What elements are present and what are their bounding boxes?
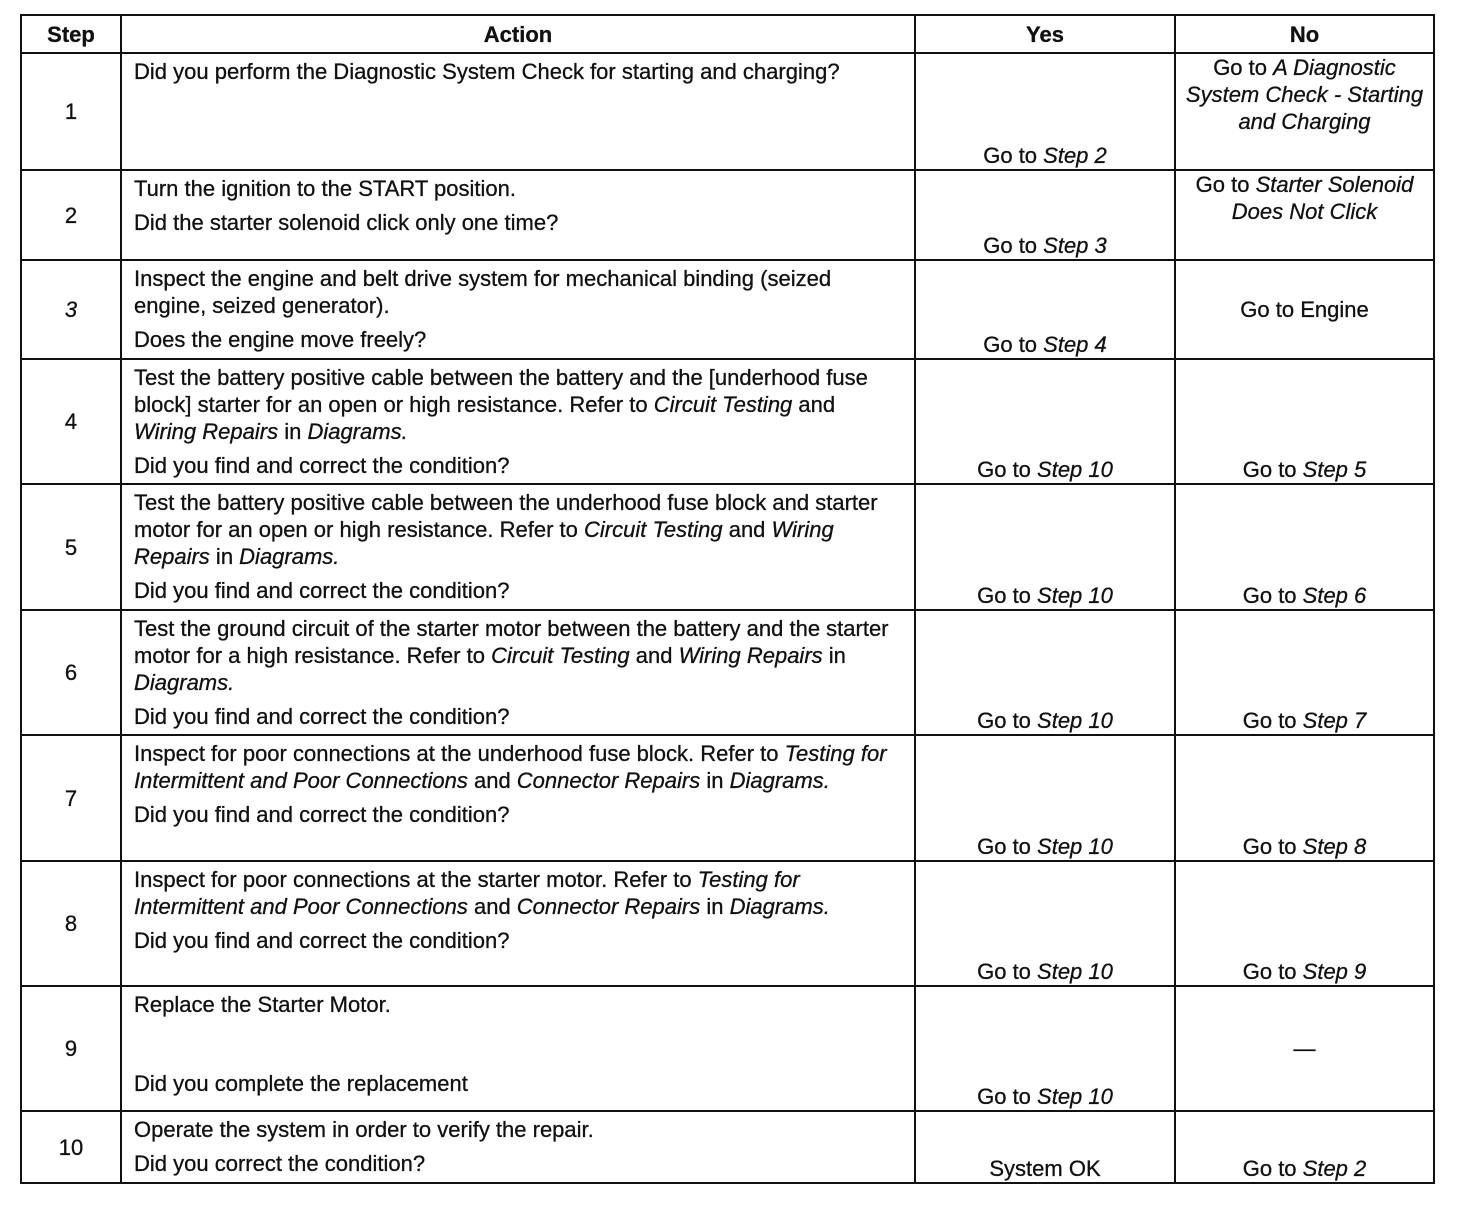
reference-link[interactable]: Circuit Testing [653,392,793,417]
reference-link[interactable]: Wiring Repairs [134,517,834,569]
action-text-part: Test the ground circuit of the starter motor between the battery and the starter motor for a high resistance. Refer to [134,616,889,668]
reference-link[interactable]: Connector Repairs [516,768,701,793]
action-cell [121,484,915,610]
yes-cell [915,986,1175,1111]
header-row [21,15,1434,53]
yes-cell [915,359,1175,484]
no-step-link[interactable]: Step 9 [1302,959,1367,984]
yes-cell [915,735,1175,861]
no-step-link[interactable]: A Diagnostic System Check - Starting and Charging [1185,55,1424,134]
action-text-part: Test the battery positive cable between the underhood fuse block and starter motor for an open or high resistance. Refer to [134,490,878,542]
table-row [21,735,1434,861]
no-step-link[interactable]: Step 5 [1302,457,1367,482]
action-question: Did the starter solenoid click only one time? [134,210,559,235]
action-text [134,866,902,920]
no-prefix: Go to [1213,55,1274,80]
action-text: Operate the system in order to verify the repair. [134,1117,594,1142]
no-cell [1175,53,1434,170]
yes-cell [915,484,1175,610]
spacer [134,1018,902,1070]
yes-cell [915,260,1175,359]
yes-cell [915,170,1175,260]
table-row [21,170,1434,260]
yes-prefix: Go to [977,1084,1038,1109]
action-text: Turn the ignition to the START position. [134,176,516,201]
action-question: Did you find and correct the condition? [134,928,510,953]
action-cell [121,610,915,735]
action-question: Did you find and correct the condition? [134,453,510,478]
step-number: 8 [21,861,121,986]
no-prefix: Go to [1242,1156,1303,1181]
action-text-part: Inspect for poor connections at the starter motor. Refer to [134,867,698,892]
action-text-part: in [278,419,308,444]
yes-cell [915,610,1175,735]
reference-link[interactable]: Diagrams. [729,894,830,919]
yes-cell [915,53,1175,170]
action-question: Did you complete the replacement [134,1071,468,1096]
action-cell [121,359,915,484]
action-text-part: in [209,544,240,569]
yes-prefix: Go to [977,959,1038,984]
reference-link[interactable]: Circuit Testing [491,643,630,668]
reference-link[interactable]: Testing for Intermittent and Poor Connections [134,867,800,919]
no-step-link[interactable]: Starter Solenoid Does Not Click [1231,172,1414,224]
header-step: Step [21,15,121,53]
no-cell [1175,170,1434,260]
action-text-part: in [700,894,730,919]
no-prefix: Go to [1242,708,1303,733]
header-action: Action [121,15,915,53]
table-row [21,359,1434,484]
step-number: 2 [21,170,121,260]
table-row [21,610,1434,735]
step-number: 7 [21,735,121,861]
no-step-link[interactable]: Step 6 [1302,583,1367,608]
action-cell [121,861,915,986]
yes-step-link[interactable]: Step 4 [1043,332,1107,357]
no-prefix: Go to [1195,172,1256,197]
action-text-part: and [467,768,517,793]
no-cell [1175,484,1434,610]
action-text-part: Inspect for poor connections at the underhood fuse block. Refer to [134,741,785,766]
no-cell [1175,1111,1434,1183]
action-question: Did you find and correct the condition? [134,802,510,827]
no-prefix: Go to [1242,959,1303,984]
yes-step-link[interactable]: Step 2 [1043,143,1107,168]
step-number: 1 [21,53,121,170]
step-number: 5 [21,484,121,610]
reference-link[interactable]: Diagrams. [134,670,235,695]
step-number: 10 [21,1111,121,1183]
step-number-text: 3 [64,297,78,322]
yes-cell [915,861,1175,986]
action-cell [121,170,915,260]
table-row [21,986,1434,1111]
action-text: Inspect the engine and belt drive system for mechanical binding (seized engine, seized generator). [134,266,832,318]
yes-step-link[interactable]: Step 10 [1037,1084,1113,1109]
reference-link[interactable]: Diagrams. [239,544,340,569]
reference-link[interactable]: Testing for Intermittent and Poor Connections [134,741,887,793]
action-question: Does the engine move freely? [134,327,427,352]
no-step-link[interactable]: Step 2 [1302,1156,1367,1181]
yes-step-link[interactable]: Step 10 [1037,708,1113,733]
yes-step-link[interactable]: Step 10 [1037,457,1113,482]
action-text [134,615,902,696]
yes-prefix: Go to [977,457,1038,482]
action-text [134,364,902,445]
reference-link[interactable]: Connector Repairs [516,894,701,919]
yes-step-link[interactable]: Step 10 [1037,583,1113,608]
diagnostic-table [20,14,1435,1184]
table-row [21,53,1434,170]
action-question: Did you find and correct the condition? [134,704,510,729]
reference-link[interactable]: Wiring Repairs [134,419,279,444]
action-text-part: in [700,768,730,793]
action-text-part: and [722,517,772,542]
no-text[interactable]: Go to Engine [1240,297,1369,322]
yes-prefix: Go to [983,143,1044,168]
action-text-part: and [629,643,679,668]
reference-link[interactable]: Diagrams. [307,419,408,444]
no-step-link[interactable]: Step 7 [1302,708,1367,733]
reference-link[interactable]: Wiring Repairs [678,643,823,668]
header-yes: Yes [915,15,1175,53]
yes-cell [915,1111,1175,1183]
yes-prefix: Go to [983,332,1044,357]
no-text: — [1293,1036,1316,1061]
no-cell [1175,359,1434,484]
action-cell [121,260,915,359]
action-text-part: and [467,894,517,919]
header-no: No [1175,15,1434,53]
no-cell [1175,986,1434,1111]
no-prefix: Go to [1242,834,1303,859]
action-cell [121,735,915,861]
no-step-link[interactable]: Step 8 [1302,834,1367,859]
action-text-part: Test the battery positive cable between the battery and the [underhood fuse block] starter for an open or high resistance. Refer to [134,365,868,417]
action-text: Replace the Starter Motor. [134,992,391,1017]
yes-prefix: Go to [977,834,1038,859]
yes-text: System OK [989,1156,1101,1181]
table-row [21,861,1434,986]
table-row [21,260,1434,359]
action-cell [121,986,915,1111]
yes-prefix: Go to [977,583,1038,608]
action-question: Did you correct the condition? [134,1151,426,1176]
reference-link[interactable]: Circuit Testing [584,517,723,542]
yes-prefix: Go to [983,233,1044,258]
table-row [21,1111,1434,1183]
step-number: 9 [21,986,121,1111]
action-text-part: in [822,643,846,668]
yes-prefix: Go to [977,708,1038,733]
action-cell [121,53,915,170]
step-number: 6 [21,610,121,735]
yes-step-link[interactable]: Step 10 [1037,834,1113,859]
action-text: Did you perform the Diagnostic System Check for starting and charging? [134,59,840,84]
no-cell [1175,861,1434,986]
yes-step-link[interactable]: Step 10 [1037,959,1113,984]
step-number [21,260,121,359]
table-row [21,484,1434,610]
no-cell [1175,735,1434,861]
action-text [134,740,902,794]
yes-step-link[interactable]: Step 3 [1043,233,1107,258]
action-text [134,489,902,570]
no-prefix: Go to [1242,583,1303,608]
no-cell [1175,260,1434,359]
no-cell [1175,610,1434,735]
step-number: 4 [21,359,121,484]
reference-link[interactable]: Diagrams. [729,768,830,793]
action-cell [121,1111,915,1183]
action-text-part: and [792,392,836,417]
no-prefix: Go to [1242,457,1303,482]
action-question: Did you find and correct the condition? [134,578,510,603]
